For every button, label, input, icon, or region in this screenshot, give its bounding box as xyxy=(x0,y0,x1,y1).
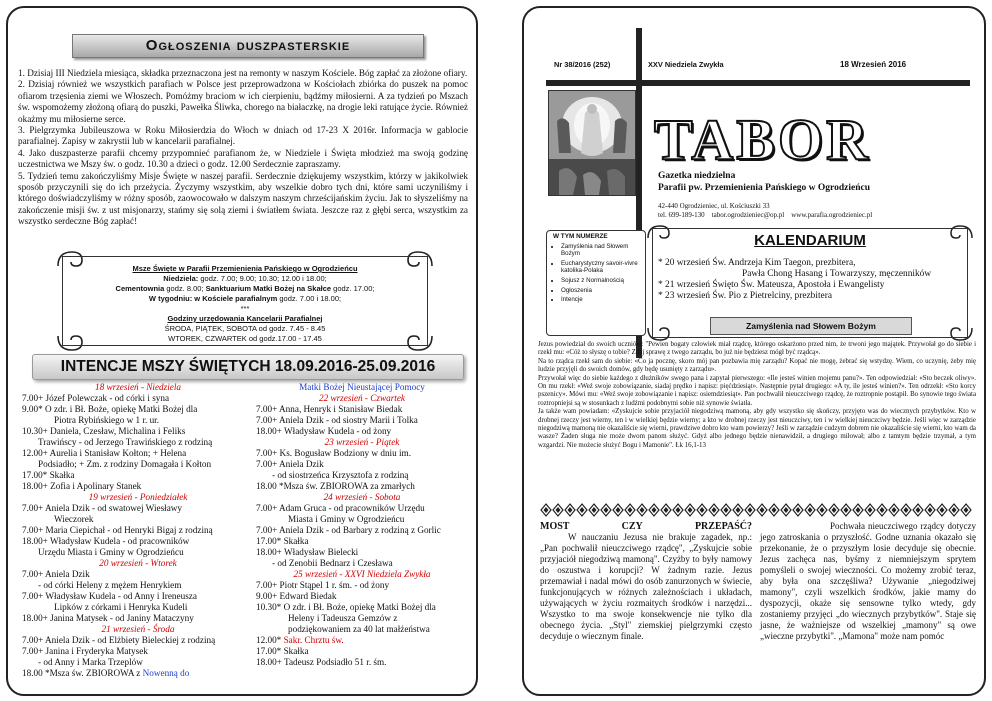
diamond-mark xyxy=(904,507,909,513)
intention-day-header: 20 wrzesień - Wtorek xyxy=(99,558,177,568)
issue-date: 18 Wrzesień 2016 xyxy=(840,60,907,69)
cement-times: godz. 8.00; xyxy=(166,284,204,293)
article-text-a: W nauczaniu Jezusa nie brakuje zagadek, np.: „Pan pochwalił nieuczciwego rządcę", „Zyskujcie sobie przyjaciół niegodziwą mamoną". Czyżby to były namowy do oszustwa i korupcji? W żadnym razie. Jezus przemawiał i nadal mówi do osób zanurzonych w świecie, funkcjonujących w różnych zależnościach i układach, używających w życiu rozmaitych środków i narzędzi... Wszystko to ma swoje konsekwencje nie tylko dla obecnego życia. „Styl" ziemskiej pielgrzymki często decyduje o wiecznym finale. xyxy=(540,532,752,641)
left-page xyxy=(6,6,478,696)
diamond-mark xyxy=(604,507,609,513)
diamond-mark xyxy=(832,507,837,513)
sunday-times: godz. 7.00; 9.00; 10.30; 12.00 i 18.00; xyxy=(200,274,327,283)
calendar-item: Pawła Chong Hasang i Towarzyszy, męczenników xyxy=(742,269,932,279)
intention-day-header: 19 wrzesień - Poniedziałek xyxy=(88,492,188,502)
calendar-item: * 20 wrzesień Św. Andrzeja Kim Taegon, prezbitera, xyxy=(658,258,856,268)
intentions-column-b xyxy=(256,382,468,668)
intention-line: 18.00+ Władysław Bielecki xyxy=(256,547,359,557)
subtitle-line-2: Parafii pw. Przemienienia Pańskiego w Ogrodzieńcu xyxy=(658,183,870,193)
announcements-text xyxy=(18,68,468,228)
announcement-4: 4. Jako duszpasterze parafii chcemy przypomnieć parafianom że, w Niedziele i Święta młodzież ma swoją godzinę uczestnictwa we Mszy św. o godz. 10.30 a dzieci o godz. 12.00 Serdecznie zapraszamy. xyxy=(18,147,468,170)
intention-day-header: 24 wrzesień - Sobota xyxy=(323,492,401,502)
toc-item: • Zamyślenia nad Słowem Bożym xyxy=(561,243,645,258)
intention-line: Lipków z córkami i Henryka Kudeli xyxy=(54,602,188,612)
intention-line: Trawińscy - od Jerzego Trawińskiego z rodziną xyxy=(38,437,213,447)
diamond-mark xyxy=(664,507,669,513)
intention-line: 10.30+ Daniela, Czesław, Michalina i Feliks xyxy=(22,426,186,436)
sunday-name: XXV Niedziela Zwykła xyxy=(648,60,724,69)
diamond-mark xyxy=(652,507,657,513)
article-column-a xyxy=(540,521,752,642)
intention-line xyxy=(256,657,468,668)
intention-day-header: 18 wrzesień - Niedziela xyxy=(95,382,181,392)
diamond-mark xyxy=(964,507,969,513)
diamond-mark xyxy=(928,507,933,513)
skalka-times: godz. 17.00; xyxy=(333,284,375,293)
subtitle xyxy=(658,170,870,194)
intention-line: 7.00+ Aniela Dzik - od siostry Marii i Tolka xyxy=(256,415,418,425)
intention-line: 12.00+ Aurelia i Stanisław Kołton; + Helena xyxy=(22,448,187,458)
diamond-mark xyxy=(940,507,945,513)
diamond-mark xyxy=(544,507,549,513)
subtitle-line-1: Gazetka niedzielna xyxy=(658,171,736,181)
diamond-mark xyxy=(880,507,885,513)
diamond-mark xyxy=(676,507,681,513)
intention-line: 17.00* Skałka xyxy=(22,470,75,480)
week-label: W tygodniu: w Kościele parafialnym xyxy=(148,294,278,303)
mass-title: Msze Święte w Parafii Przemienienia Pańskiego w Ogrodzieńcu xyxy=(132,264,358,273)
announcements-header: Ogłoszenia duszpasterskie xyxy=(72,34,424,58)
intention-day-header: 23 wrzesień - Piątek xyxy=(324,437,400,447)
reflections-title: Zamyślenia nad Słowem Bożym xyxy=(710,317,912,335)
intention-line: Heleny i Tadeusza Gemzów z xyxy=(288,613,398,623)
intention-line: 7.00+ Anna, Henryk i Stanisław Biedak xyxy=(256,404,403,414)
intention-line: Wieczorek xyxy=(54,514,94,524)
intention-line: 18.00+ Zofia i Apolinary Stanek xyxy=(22,481,142,491)
skalka-label: Sanktuarium Matki Bożej na Skałce xyxy=(205,284,332,293)
intention-line: 18.00+ Janina Matysek - od Janiny Mataczyny xyxy=(22,613,194,623)
intention-line xyxy=(256,635,468,646)
announcement-1: 1. Dzisiaj III Niedziela miesiąca, składka przeznaczona jest na remonty w naszym Kościele. Bóg zapłać za złożone ofiary. xyxy=(18,68,468,78)
intention-line: 7.00+ Ks. Bogusław Bodziony w dniu im. xyxy=(256,448,411,458)
week-times: godz. 7.00 i 18.00; xyxy=(279,294,342,303)
last-line-text: 18.00 *Msza św. ZBIOROWA z xyxy=(22,668,143,678)
intention-line-text: 18.00+ Tadeusz Podsiadło 51 r. śm. xyxy=(256,657,387,667)
diamond-mark xyxy=(844,507,849,513)
office-title: Godziny urzędowania Kancelarii Parafialnej xyxy=(167,314,323,323)
table-of-contents xyxy=(546,230,646,336)
last-line-link: Nowenną do xyxy=(142,668,190,678)
intention-line: 18.00 *Msza św. ZBIOROWA za zmarłych xyxy=(256,481,415,491)
article-title-word: PRZEPAŚĆ? xyxy=(694,521,752,532)
intention-line: Matki Bożej Nieustającej Pomocy xyxy=(299,382,425,392)
announcement-5: 5. Tydzień temu zakończyliśmy Misje Święte w naszej parafii. Serdecznie dziękujemy wszystkim, którzy w jakikolwiek sposób przyczynili się do ich przeżycia. Życzymy wszystkim, aby wszelkie dobro tych dni, które sami uczyniliśmy i którego doświadczyliśmy w różny sposób, zaowocowało w dalszym naszym chrześcijańskim życiu. Jak to słyszeliśmy na zakończenie misji św. z ust misjonarzy, stańmy się solą ziemi i światłem świata. Jeszcze raz z głębi serca, wszystkim za wszystko serdeczne Bóg zapłać! xyxy=(18,170,468,227)
diamond-mark xyxy=(700,507,705,513)
diamond-mark xyxy=(760,507,765,513)
intention-line: 10.30* O zdr. i Bł. Boże, opiekę Matki Bożej dla xyxy=(256,602,436,612)
intention-line: 7.00+ Władysław Kudela - od Anny i Ireneusza xyxy=(22,591,197,601)
diamond-mark xyxy=(748,507,753,513)
toc-item: • Sojusz z Normalnością xyxy=(561,277,645,285)
intention-line: 7.00+ Aniela Dzik - od swatowej Wiesławy xyxy=(22,503,183,513)
article-text-b: Pochwała nieuczciwego rządcy dotyczy jego zatroskania o przyszłość. Godne uznania okazało się przekonanie, że o przyszłym losie decyduje się obecnie. Jezus zachęca nas, byśmy z niemniejszym sprytem pomyśleli o swojej wieczności. Co możemy zrobić teraz, aby była ona szczęśliwa? Używanie „niegodziwej mamony", czyli wszelkich środków, jakie mamy do dyspozycji, okaże się sensowne tylko wtedy, gdy zostaniemy przyjęci „do wiecznych przybytków". Staje się jasne, że ważniejsze od wszelkiej „mamony" są owe „wieczne przybytki". „Mamona" może nam pomóc xyxy=(760,521,976,641)
diamond-mark xyxy=(616,507,621,513)
intention-line-text: 12.00* xyxy=(256,635,284,645)
cross-horizontal xyxy=(546,80,970,86)
intention-line: 18.00+ Władysław Kudela - od żony xyxy=(256,426,392,436)
intention-line: 9.00* O zdr. i Bł. Boże, opiekę Matki Bożej dla xyxy=(22,404,198,414)
gospel-paragraph: Jezus powiedział do swoich uczniów: "Pewien bogaty człowiek miał rządcę, którego oskarżono przed nim, że trwoni jego majątek. Przywołał go do siebie i rzekł mu: «Cóż to słyszę o tobie? Zdaj sprawę z twego zarządu, bo już nie będziesz mógł być rządcą». xyxy=(538,341,976,357)
article-title-word: MOST xyxy=(540,521,570,532)
diamond-mark xyxy=(868,507,873,513)
toc-item: • Eucharystyczny savoir-vivre katolika-Polaka xyxy=(561,260,645,275)
gospel-paragraph: Na to rządca rzekł sam do siebie: «Co ja pocznę, skoro mój pan pozbawia mię zarządu? Kopać nie mogę, żebrać się wstydzę. Wiem, co uczynię, żeby mię ludzie przyjęli do swoich domów, gdy będę usunięty z zarządu». xyxy=(538,357,976,374)
intention-day-header: 21 wrzesień - Środa xyxy=(101,624,175,634)
intentions-column-a xyxy=(22,382,254,668)
cement-label: Cementownia xyxy=(115,284,165,293)
calendar-title: KALENDARIUM xyxy=(754,232,866,249)
phone: tel. 699-189-130 xyxy=(658,211,705,219)
intention-line: 7.00+ Janina i Fryderyka Matysek xyxy=(22,646,148,656)
diamond-divider xyxy=(540,503,972,517)
diamond-mark xyxy=(724,507,729,513)
last-line xyxy=(22,668,189,678)
announcement-3: 3. Pielgrzymka Jubileuszowa w Roku Miłosierdzia do Włoch w dniach od 17-23 X 2016r. Informacja w gablocie parafialnej. Zapisy w zakrystii lub w kancelarii parafialnej. xyxy=(18,125,468,147)
toc-title: W TYM NUMERZE xyxy=(553,233,608,240)
right-page xyxy=(522,6,986,696)
article-title xyxy=(540,521,752,532)
diamond-mark xyxy=(856,507,861,513)
diamond-mark xyxy=(688,507,693,513)
article-title-word: CZY xyxy=(621,521,643,532)
intention-line: 9.00+ Edward Biedak xyxy=(256,591,337,601)
intention-line xyxy=(256,646,468,657)
diamond-mark xyxy=(784,507,789,513)
diamond-mark xyxy=(556,507,561,513)
announcement-2: 2. Dzisiaj również we wszystkich parafiach w Polsce jest przeprowadzona w Kościołach zbiórka do puszek na pomoc ofiarom trzęsienia ziemi we Włoszech. Pomóżmy braciom w ich cierpieniu, bądźmy miłosierni. A za tydzień po Mszach św. wspomożemy złożoną ofiarą do puszki, Pawełka Śliwka, chorego na białaczkę, na drogie leki ratujące życie. Również okażmy mu miłosierne serce. xyxy=(18,79,468,124)
intention-line-text: 17.00* Skałka xyxy=(256,646,309,656)
diamond-mark xyxy=(796,507,801,513)
intention-line: - od siostrzeńca Krzysztofa z rodziną xyxy=(272,470,409,480)
intention-line: Urzędu Miasta i Gminy w Ogrodzieńcu xyxy=(38,547,184,557)
diamond-mark xyxy=(640,507,645,513)
diamond-mark xyxy=(568,507,573,513)
intention-line: podziękowaniem za 40 lat małżeństwa xyxy=(288,624,430,634)
diamond-mark xyxy=(808,507,813,513)
intention-line: 7.00+ Aniela Dzik - od Elżbiety Bieleckiej z rodziną xyxy=(22,635,216,645)
diamond-mark xyxy=(592,507,597,513)
diamond-mark xyxy=(712,507,717,513)
diamond-mark xyxy=(736,507,741,513)
intention-line: Miasta i Gminy w Ogrodzieńcu xyxy=(288,514,405,524)
contact-info xyxy=(658,202,872,220)
calendar-item: * 23 wrzesień Św. Pio z Pietrelciny, prezbitera xyxy=(658,291,832,301)
stars: *** xyxy=(240,304,250,313)
diamond-mark xyxy=(916,507,921,513)
article-column-b xyxy=(760,521,976,642)
gospel-paragraph: Ja także wam powiadam: «Zyskujcie sobie przyjaciół niegodziwą mamoną, aby gdy wszystko się skończy, przyjęto was do wiecznych przybytków. Kto w drobnej rzeczy jest wierny, ten i w wielkiej będzie wierny; a kto w drobnej rzeczy jest nieuczciwy, ten i w wielkiej nieuczciwy będzie. Jeśli więc w zarządzie niegodziwą mamoną nie okazaliście się wierni, prawdziwe dobro kto wam powierzy? Jeśli w zarządzie cudzym dobrem nie okazaliście się wierni, kto wam da wasze? Żaden sługa nie może dwom panom służyć. Gdyż albo jednego będzie nienawidził, a drugiego miłował; albo z tamtym będzie trzymał, a tym wzgardzi. Nie możecie służyć Bogu i Mamonie". Łk 16,1-13 xyxy=(538,408,976,449)
intention-line: 7.00+ Józef Polewczak - od córki i syna xyxy=(22,393,170,403)
intention-line: 7.00+ Maria Ciepichał - od Henryki Bigaj z rodziną xyxy=(22,525,213,535)
intention-line: Podsiadło; + Zm. z rodziny Domagała i Kołton xyxy=(38,459,212,469)
gospel-paragraph: Przywołał więc do siebie każdego z dłużników swego pana i zapytał pierwszego: «Ile jesteś winien mojemu panu?». Ten odpowiedział: «Sto beczek oliwy». On mu rzekł: «Weź swoje zobowiązanie, siadaj prędko i napisz: pięćdziesiąt». Następnie pytał drugiego: «A ty, ile jesteś winien?». Ten odrzekł: «Sto korcy pszenicy». Mówi mu: «Weź swoje zobowiązanie i napisz: osiemdziesiąt». Pan pochwalił nieuczciwego rządcę, że roztropnie postąpił. Bo synowie tego świata roztropniejsi są w stosunkach z ludźmi podobnymi sobie niż synowie światła. xyxy=(538,374,976,407)
office-hours-1: ŚRODA, PIĄTEK, SOBOTA od godz. 7.45 - 8.45 xyxy=(164,324,326,333)
address: 42-440 Ogrodzieniec, ul. Kościuszki 33 xyxy=(658,202,770,210)
diamond-mark xyxy=(580,507,585,513)
intention-line: 7.00+ Aniela Dzik xyxy=(256,459,324,469)
intention-day-header: 25 wrzesień - XXVI Niedziela Zwykła xyxy=(293,569,431,579)
intention-line: - od córki Heleny z mężem Henrykiem xyxy=(38,580,182,590)
intention-line: Piotra Rybińskiego w 1 r. ur. xyxy=(54,415,160,425)
gospel-text xyxy=(538,341,976,450)
intention-line: 17.00* Skałka xyxy=(256,536,309,546)
office-hours-2: WTOREK, CZWARTEK od godz.17.00 - 17.45 xyxy=(168,334,322,343)
intention-day-header: 22 wrzesień - Czwartek xyxy=(318,393,405,403)
intention-line-highlight: Sakr. Chrztu św. xyxy=(283,635,344,645)
calendar-item: * 21 wrzesień Święto Św. Mateusza, Apostoła i Ewangelisty xyxy=(658,280,885,290)
diamond-mark xyxy=(628,507,633,513)
intention-line: - od Anny i Marka Trzeplów xyxy=(38,657,143,667)
diamond-mark xyxy=(772,507,777,513)
diamond-mark xyxy=(820,507,825,513)
intention-line: 18.00+ Władysław Kudela - od pracowników xyxy=(22,536,190,546)
transfiguration-image xyxy=(548,90,636,196)
intention-line: 7.00+ Aniela Dzik xyxy=(22,569,90,579)
toc-item: • Ogłoszenia xyxy=(561,287,645,295)
email-link[interactable]: tabor.ogrodzieniec@op.pl xyxy=(711,211,785,219)
intention-line: - od Zenobii Bednarz i Czesława xyxy=(272,558,393,568)
toc-item: • Intencje xyxy=(561,296,645,304)
intentions-title: INTENCJE MSZY ŚWIĘTYCH 18.09.2016-25.09.2016 xyxy=(32,354,464,380)
mass-schedule-box xyxy=(54,248,436,354)
diamond-mark xyxy=(892,507,897,513)
newsletter-title: TABOR xyxy=(654,107,871,172)
diamond-mark xyxy=(952,507,957,513)
sunday-label: Niedziela: xyxy=(163,274,199,283)
intention-line: 7.00+ Piotr Stąpel 1 r. śm. - od żony xyxy=(256,580,390,590)
issue-number: Nr 38/2016 (252) xyxy=(554,60,611,69)
intention-line: 7.00+ Aniela Dzik - od Barbary z rodziną z Gorlic xyxy=(256,525,441,535)
intention-line: 7.00+ Adam Gruca - od pracowników Urzędu xyxy=(256,503,425,513)
website-link[interactable]: www.parafia.ogrodzieniec.pl xyxy=(791,211,873,219)
